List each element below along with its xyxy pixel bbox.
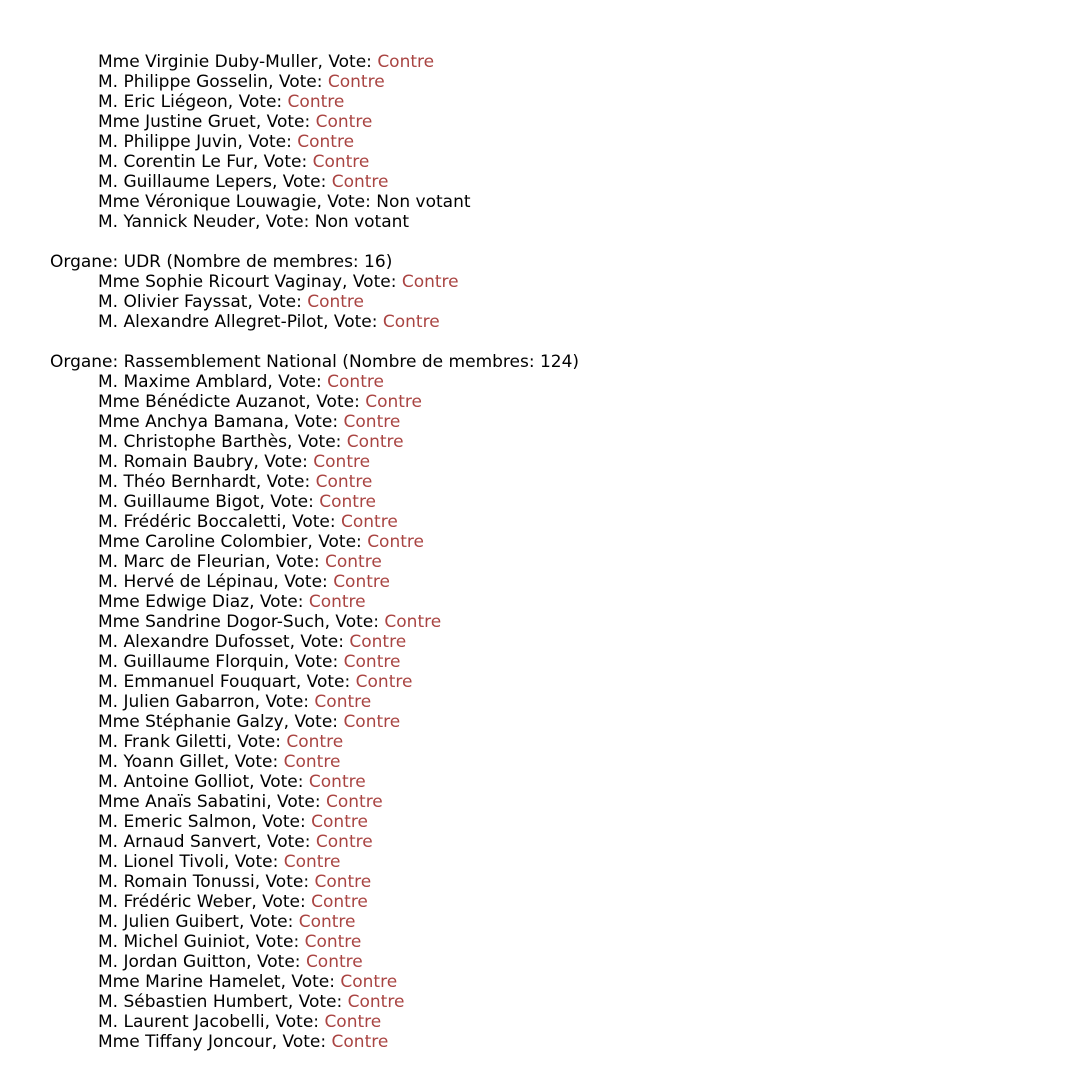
member-vote-line [0,812,1080,832]
vote-value: Contre [311,812,368,832]
member-name: M. Théo Bernhardt [98,472,256,492]
vote-label: , Vote: [271,1032,332,1052]
vote-label: , Vote: [247,292,308,312]
member-name: M. Sébastien Humbert [98,992,288,1012]
vote-value: Contre [365,392,422,412]
vote-value: Contre [304,932,362,952]
member-vote-line [0,72,1080,92]
vote-value: Contre [283,752,341,772]
member-name: M. Yoann Gillet [98,752,224,772]
vote-value: Contre [283,852,341,872]
member-name: Mme Edwige Diaz [98,592,250,612]
member-vote-line [0,472,1080,492]
member-name: M. Julien Guibert [98,912,239,932]
vote-label: , Vote: [244,932,305,952]
vote-value: Contre [401,272,459,292]
vote-value: Contre [377,52,435,72]
vote-value: Contre [286,732,344,752]
vote-label: , Vote: [238,912,299,932]
member-name: Mme Bénédicte Auzanot [98,392,306,412]
vote-label: , Vote: [287,432,347,452]
member-vote-line [0,492,1080,512]
member-name: M. Laurent Jacobelli [98,1012,265,1032]
vote-value: Contre [314,692,372,712]
vote-label: , Vote: [255,112,316,132]
member-name: M. Romain Baubry [98,452,254,472]
vote-value: Non votant [376,192,471,212]
member-vote-line [0,932,1080,952]
member-vote-line [0,692,1080,712]
member-name: M. Emeric Salmon [98,812,252,832]
vote-value: Contre [311,892,368,912]
vote-label: , Vote: [316,192,377,212]
vote-label: , Vote: [252,152,313,172]
vote-value: Contre [347,992,405,1012]
member-vote-line [0,592,1080,612]
vote-value: Contre [367,532,424,552]
vote-label: , Vote: [283,652,344,672]
member-name: M. Olivier Fayssat [98,292,248,312]
vote-label: , Vote: [227,92,288,112]
member-vote-line [0,732,1080,752]
member-name: M. Philippe Gosselin [98,72,269,92]
vote-label: , Vote: [287,992,348,1012]
member-name: M. Frédéric Weber [98,892,252,912]
member-vote-line [0,672,1080,692]
member-vote-line [0,392,1080,412]
member-name: Mme Justine Gruet [98,112,256,132]
vote-value: Contre [331,1032,389,1052]
member-name: Mme Caroline Colombier [98,532,308,552]
member-vote-line [0,292,1080,312]
member-vote-line [0,52,1080,72]
member-vote-line [0,952,1080,972]
member-vote-line [0,172,1080,192]
vote-value: Contre [287,92,345,112]
spacer [0,332,1080,352]
vote-value: Contre [343,652,401,672]
member-name: M. Hervé de Lépinau [98,572,274,592]
member-name: M. Christophe Barthès [98,432,288,452]
member-vote-line [0,652,1080,672]
vote-label: , Vote: [255,472,316,492]
vote-value: Contre [343,412,401,432]
member-name: M. Jordan Guitton [98,952,247,972]
member-name: M. Arnaud Sanvert [98,832,257,852]
vote-value: Contre [355,672,413,692]
member-name: M. Emmanuel Fouquart [98,672,296,692]
vote-value: Contre [324,1012,382,1032]
vote-value: Contre [384,612,442,632]
member-name: M. Michel Guiniot [98,932,245,952]
member-vote-line [0,312,1080,332]
vote-label: , Vote: [264,1012,325,1032]
member-name: Mme Virginie Duby-Muller [98,52,318,72]
vote-label: , Vote: [305,392,366,412]
member-name: M. Maxime Amblard [98,372,268,392]
vote-label: , Vote: [283,412,344,432]
member-vote-line [0,552,1080,572]
member-name: M. Marc de Fleurian [98,552,266,572]
member-name: M. Alexandre Allegret-Pilot [98,312,324,332]
vote-value: Contre [346,432,404,452]
member-vote-line [0,712,1080,732]
organe-header: Organe: Rassemblement National (Nombre de membres: 124) [50,352,580,372]
member-name: M. Alexandre Dufosset [98,632,290,652]
vote-label: , Vote: [249,772,309,792]
vote-value: Contre [313,452,371,472]
vote-value: Contre [315,832,373,852]
member-vote-line [0,912,1080,932]
member-name: M. Guillaume Lepers [98,172,272,192]
vote-value: Contre [319,492,377,512]
member-vote-line [0,152,1080,172]
member-vote-line [0,452,1080,472]
member-name: Mme Stéphanie Galzy [98,712,284,732]
member-name: M. Lionel Tivoli [98,852,224,872]
vote-value: Contre [349,632,407,652]
member-name: Mme Sandrine Dogor-Such [98,612,325,632]
member-name: M. Corentin Le Fur [98,152,253,172]
member-name: Mme Tiffany Joncour [98,1032,272,1052]
member-vote-line [0,192,1080,212]
vote-label: , Vote: [317,52,378,72]
spacer [0,232,1080,252]
vote-label: , Vote: [254,872,315,892]
vote-label: , Vote: [256,832,316,852]
vote-value: Contre [298,912,356,932]
member-name: Mme Sophie Ricourt Vaginay [98,272,343,292]
vote-value: Contre [305,952,363,972]
member-name: Mme Anaïs Sabatini [98,792,267,812]
member-vote-line [0,872,1080,892]
vote-value: Contre [314,872,372,892]
member-vote-line [0,572,1080,592]
member-name: Mme Véronique Louwagie [98,192,317,212]
vote-label: , Vote: [251,892,312,912]
vote-label: , Vote: [323,312,383,332]
member-name: M. Romain Tonussi [98,872,255,892]
vote-label: , Vote: [273,572,334,592]
member-vote-line [0,892,1080,912]
vote-label: , Vote: [266,792,326,812]
vote-label: , Vote: [307,532,368,552]
vote-label: , Vote: [281,512,341,532]
vote-value: Contre [331,172,389,192]
vote-label: , Vote: [268,72,328,92]
member-vote-line [0,752,1080,772]
member-vote-line [0,972,1080,992]
vote-value: Contre [340,972,398,992]
member-vote-line [0,272,1080,292]
vote-label: , Vote: [223,852,284,872]
member-name: M. Antoine Golliot [98,772,250,792]
vote-label: , Vote: [249,592,309,612]
member-name: Mme Marine Hamelet [98,972,281,992]
member-vote-line [0,792,1080,812]
member-vote-line [0,112,1080,132]
vote-value: Contre [325,792,383,812]
member-vote-line [0,1012,1080,1032]
member-vote-line [0,532,1080,552]
vote-value: Contre [382,312,440,332]
vote-value: Contre [308,772,366,792]
member-vote-line [0,512,1080,532]
member-name: M. Guillaume Florquin [98,652,284,672]
member-vote-line [0,832,1080,852]
vote-value: Contre [297,132,355,152]
vote-label: , Vote: [342,272,402,292]
vote-value: Contre [308,592,366,612]
vote-value: Contre [312,152,370,172]
member-name: M. Frédéric Boccaletti [98,512,282,532]
member-vote-line [0,212,1080,232]
vote-label: , Vote: [251,812,312,832]
member-vote-line [0,992,1080,1012]
vote-label: , Vote: [226,732,287,752]
member-vote-line [0,372,1080,392]
vote-label: , Vote: [237,132,298,152]
member-vote-line [0,92,1080,112]
member-vote-line [0,432,1080,452]
vote-label: , Vote: [289,632,350,652]
vote-label: , Vote: [259,492,320,512]
vote-value: Non votant [314,212,410,232]
vote-value: Contre [333,572,390,592]
vote-value: Contre [327,372,384,392]
vote-label: , Vote: [283,712,344,732]
member-name: Mme Anchya Bamana [98,412,284,432]
organe-header: Organe: UDR (Nombre de membres: 16) [50,252,393,272]
member-name: M. Yannick Neuder [98,212,255,232]
member-name: M. Philippe Juvin [98,132,238,152]
vote-value: Contre [341,512,398,532]
member-name: M. Eric Liégeon [98,92,228,112]
vote-value: Contre [315,112,373,132]
member-name: M. Julien Gabarron [98,692,255,712]
vote-label: , Vote: [267,372,328,392]
vote-label: , Vote: [246,952,306,972]
vote-label: , Vote: [253,452,314,472]
vote-label: , Vote: [271,172,332,192]
member-vote-line [0,412,1080,432]
member-vote-line [0,632,1080,652]
vote-label: , Vote: [255,212,315,232]
vote-label: , Vote: [295,672,356,692]
member-name: M. Guillaume Bigot [98,492,260,512]
member-vote-line [0,132,1080,152]
member-vote-line [0,852,1080,872]
member-vote-line [0,772,1080,792]
vote-label: , Vote: [254,692,315,712]
vote-value: Contre [343,712,401,732]
vote-label: , Vote: [223,752,284,772]
vote-label: , Vote: [280,972,341,992]
vote-value: Contre [307,292,365,312]
vote-value: Contre [327,72,385,92]
member-vote-line [0,1032,1080,1052]
vote-value: Contre [325,552,382,572]
member-name: M. Frank Giletti [98,732,227,752]
vote-label: , Vote: [265,552,326,572]
member-vote-line [0,612,1080,632]
vote-label: , Vote: [324,612,385,632]
vote-value: Contre [315,472,373,492]
